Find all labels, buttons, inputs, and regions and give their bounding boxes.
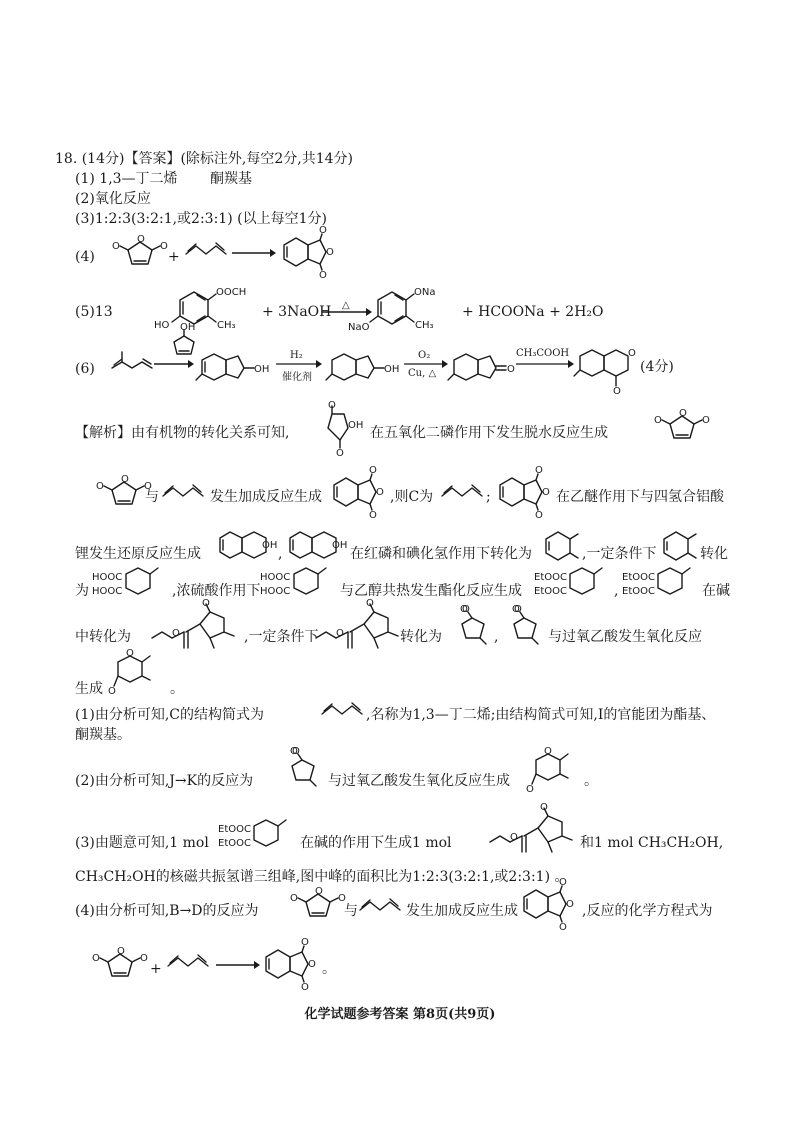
analysis-line-2e: 在乙醚作用下与四氢合铝酸 <box>556 489 724 505</box>
analysis-line-5b: ,一定条件下 <box>244 629 319 645</box>
etooc-label-c2: EtOOC <box>218 838 251 849</box>
answer-5-number: (5)13 <box>75 304 113 320</box>
bicyclic-alkene-alcohol <box>200 348 270 384</box>
ch3-label-2: CH₃ <box>415 320 434 331</box>
analysis-line-3b: , <box>278 546 283 562</box>
ooch-label: OOCH <box>216 287 247 298</box>
oh-label-reagent: OH <box>180 322 196 333</box>
analysis-line-1a: 【解析】由有机物的转化关系可知, <box>75 425 290 441</box>
ketoester-structure-c <box>486 804 582 864</box>
bicyclic-anhydride-structure <box>280 228 340 278</box>
diol-structure-a <box>218 528 276 566</box>
analysis-line-4d: , <box>614 583 619 599</box>
o-label-cp-a: O <box>460 604 468 615</box>
anhydride-structure-c <box>290 888 342 922</box>
sodium-formate-products: + HCOONa + 2H₂O <box>462 304 604 320</box>
analysis-line-2a: 与 <box>145 489 159 505</box>
isoprene-structure <box>112 352 156 380</box>
part-2-text-c: 。 <box>584 773 598 789</box>
o-label-cp-c: O <box>290 746 298 757</box>
analysis-line-3c: 在红磷和碘化氢作用下转化为 <box>350 546 532 562</box>
anhydride-structure-d <box>92 948 144 982</box>
diol-structure-b <box>288 528 346 566</box>
o-label-lac-b1: O <box>544 746 552 757</box>
bicyclic-anhydride-a <box>330 468 390 518</box>
cu-heat-label: Cu, △ <box>408 368 437 379</box>
anhydride-structure-a <box>652 410 712 444</box>
h2-label: H₂ <box>290 350 303 361</box>
bicyclic-anhydride-b <box>496 468 556 518</box>
analysis-line-5c: 转化为 <box>400 629 442 645</box>
maleic-anhydride-structure <box>112 236 164 270</box>
bicyclic-alcohol <box>330 348 402 384</box>
o-label-acid-2: O <box>336 448 344 459</box>
answer-6-score: (4分) <box>640 359 674 375</box>
analysis-line-4b: ,浓硫酸作用下 <box>172 583 261 599</box>
part-3-text-d: CH₃CH₂OH的核磁共振氢谱三组峰,图中峰的面积比为1:2:3(3:2:1,或2:3:1) 。 <box>75 869 569 885</box>
part-4-text-a: (4)由分析可知,B→D的反应为 <box>75 903 259 919</box>
butadiene-structure <box>186 240 230 260</box>
ch3-label: CH₃ <box>217 320 236 331</box>
plus-sign: + <box>168 249 180 265</box>
ona-label: ONa <box>414 287 436 298</box>
o-label-lac-a1: O <box>126 648 134 659</box>
analysis-line-4a: 为 <box>75 583 89 599</box>
analysis-line-6a: 生成 <box>75 681 103 697</box>
hooc-label-b2: HOOC <box>260 586 291 597</box>
etooc-label-c1: EtOOC <box>218 824 251 835</box>
o-label-carbonyl: O <box>613 386 621 397</box>
analysis-line-2d: ; <box>486 489 491 505</box>
butadiene-structure-e <box>168 952 212 972</box>
part-4-text-c: 发生加成反应生成 <box>406 903 518 919</box>
o-label-lac-b2: O <box>526 784 534 795</box>
butadiene-structure-c <box>322 700 366 720</box>
page-footer: 化学试题参考答案 第8页(共9页) <box>304 1007 496 1022</box>
analysis-line-4c: 与乙醇共热发生酯化反应生成 <box>340 583 522 599</box>
analysis-line-2c: ,则C为 <box>390 489 434 505</box>
o-label-ester-a: O <box>172 628 180 639</box>
hooc-label-a2: HOOC <box>92 586 123 597</box>
analysis-line-5d: , <box>494 629 499 645</box>
part-2-text-b: 与过氧乙酸发生氧化反应生成 <box>328 773 510 789</box>
answer-1-group: 酮羰基 <box>210 171 253 187</box>
maleic-acid-structure <box>322 400 364 459</box>
analysis-line-4e: 在碱 <box>702 583 730 599</box>
methylcyclopentanone-a <box>454 604 494 648</box>
analysis-line-6b: 。 <box>170 681 184 697</box>
bicyclic-anhydride-c <box>520 880 580 930</box>
answer-2: (2)氧化反应 <box>75 191 151 207</box>
oh-label-acid: OH <box>348 420 364 431</box>
o-label-ester-b: O <box>336 628 344 639</box>
lactone-product <box>578 344 638 397</box>
diester-structure-c <box>218 816 298 856</box>
o-label-cp-b: O <box>512 604 520 615</box>
lactone-structure-b <box>528 746 588 794</box>
analysis-line-3a: 锂发生还原反应生成 <box>75 546 201 562</box>
sodium-phenoxide-structure <box>348 282 460 336</box>
part-1-line-a <box>75 706 264 724</box>
plus-sign-2: + <box>150 961 162 977</box>
hooc-label-b1: HOOC <box>260 572 291 583</box>
part-4-text-d: ,反应的化学方程式为 <box>582 903 713 919</box>
analysis-line-3e: 转化 <box>700 546 728 562</box>
part-1-text-a: (1)由分析可知,C的结构简式为 <box>75 707 264 723</box>
reaction-arrow-2 <box>216 960 260 970</box>
o-label-ring: O <box>628 348 636 359</box>
oh-label-1: OH <box>254 364 270 375</box>
o-label-lac-a2: O <box>108 686 116 697</box>
part-3-text-a: (3)由题意可知,1 mol <box>75 835 209 851</box>
part-3-text-b: 在碱的作用下生成1 mol <box>300 835 452 851</box>
etooc-label-b1: EtOOC <box>622 572 655 583</box>
ho-label: HO <box>154 320 170 331</box>
o-label-keto-c: O <box>540 802 548 813</box>
part-4-text-e: 。 <box>322 961 336 977</box>
butadiene-structure-d <box>360 896 404 916</box>
oh-label-diol-b: OH <box>332 540 348 551</box>
diacid-structure-b <box>258 564 340 604</box>
part-4-text-b: 与 <box>344 903 358 919</box>
dimethylcyclohexene-a <box>538 528 582 566</box>
etooc-label-b2: EtOOC <box>622 586 655 597</box>
o-label-acid-1: O <box>328 400 336 411</box>
diacid-structure-a <box>90 564 172 604</box>
catalyst-label: 催化剂 <box>282 372 312 383</box>
lactone-structure-a <box>110 648 170 696</box>
heat-symbol: △ <box>342 300 350 311</box>
part-3-text-c: 和1 mol CH₃CH₂OH, <box>580 835 724 851</box>
o-label-ketone: O <box>507 364 515 375</box>
answer-3: (3)1:2:3(3:2:1,或2:3:1) (以上每空1分) <box>75 211 327 227</box>
diester-structure-a <box>534 564 614 604</box>
diester-structure-b <box>622 564 702 604</box>
hooc-label-a1: HOOC <box>92 572 123 583</box>
question-header: 18. (14分)【答案】(除标注外,每空2分,共14分) <box>55 151 353 167</box>
analysis-line-5e: 与过氧乙酸发生氧化反应 <box>548 629 702 645</box>
butadiene-structure-b <box>442 482 486 502</box>
answer-1 <box>75 170 252 188</box>
nao-label: NaO <box>348 322 370 333</box>
butadiene-structure-a <box>163 482 207 502</box>
dimethylcyclohexene-b <box>656 528 700 566</box>
etooc-label-a1: EtOOC <box>534 572 567 583</box>
analysis-line-5a: 中转化为 <box>75 629 131 645</box>
peracid-label: CH₃COOH <box>516 348 570 359</box>
answer-6-number: (6) <box>75 361 95 377</box>
methylcyclopentanone-b <box>506 604 546 648</box>
etooc-label-a2: EtOOC <box>534 586 567 597</box>
part-2-text-a: (2)由分析可知,J→K的反应为 <box>75 773 254 789</box>
o-label-keto-a: O <box>202 598 210 609</box>
answer-1-name: 1,3—丁二烯 <box>99 171 178 187</box>
o-label-keto-b: O <box>366 598 374 609</box>
part-1-text-b: ,名称为1,3—丁二烯;由结构简式可知,I的官能团为酯基、 <box>366 707 716 723</box>
part-1-text-c: 酮羰基。 <box>75 727 131 743</box>
oh-label-diol-a: OH <box>262 540 278 551</box>
answer-1-number: (1) <box>75 171 95 187</box>
o2-label: O₂ <box>418 350 431 361</box>
analysis-line-2b: 发生加成反应生成 <box>210 489 322 505</box>
bicyclic-anhydride-d <box>262 940 322 990</box>
analysis-line-1b: 在五氧化二磷作用下发生脱水反应生成 <box>370 425 608 441</box>
oh-label-2: OH <box>384 364 400 375</box>
bicyclic-ketone <box>452 348 522 384</box>
ketoester-structure-b <box>312 600 408 660</box>
answer-4-number: (4) <box>75 249 95 265</box>
naoh-reagent: + 3NaOH <box>262 304 332 320</box>
reaction-arrow <box>232 248 276 258</box>
anhydride-structure-b <box>96 476 148 510</box>
o-label-ester-c: O <box>510 832 518 843</box>
methylcyclopentanone-c <box>284 748 324 790</box>
analysis-line-3d: ,一定条件下 <box>582 546 657 562</box>
